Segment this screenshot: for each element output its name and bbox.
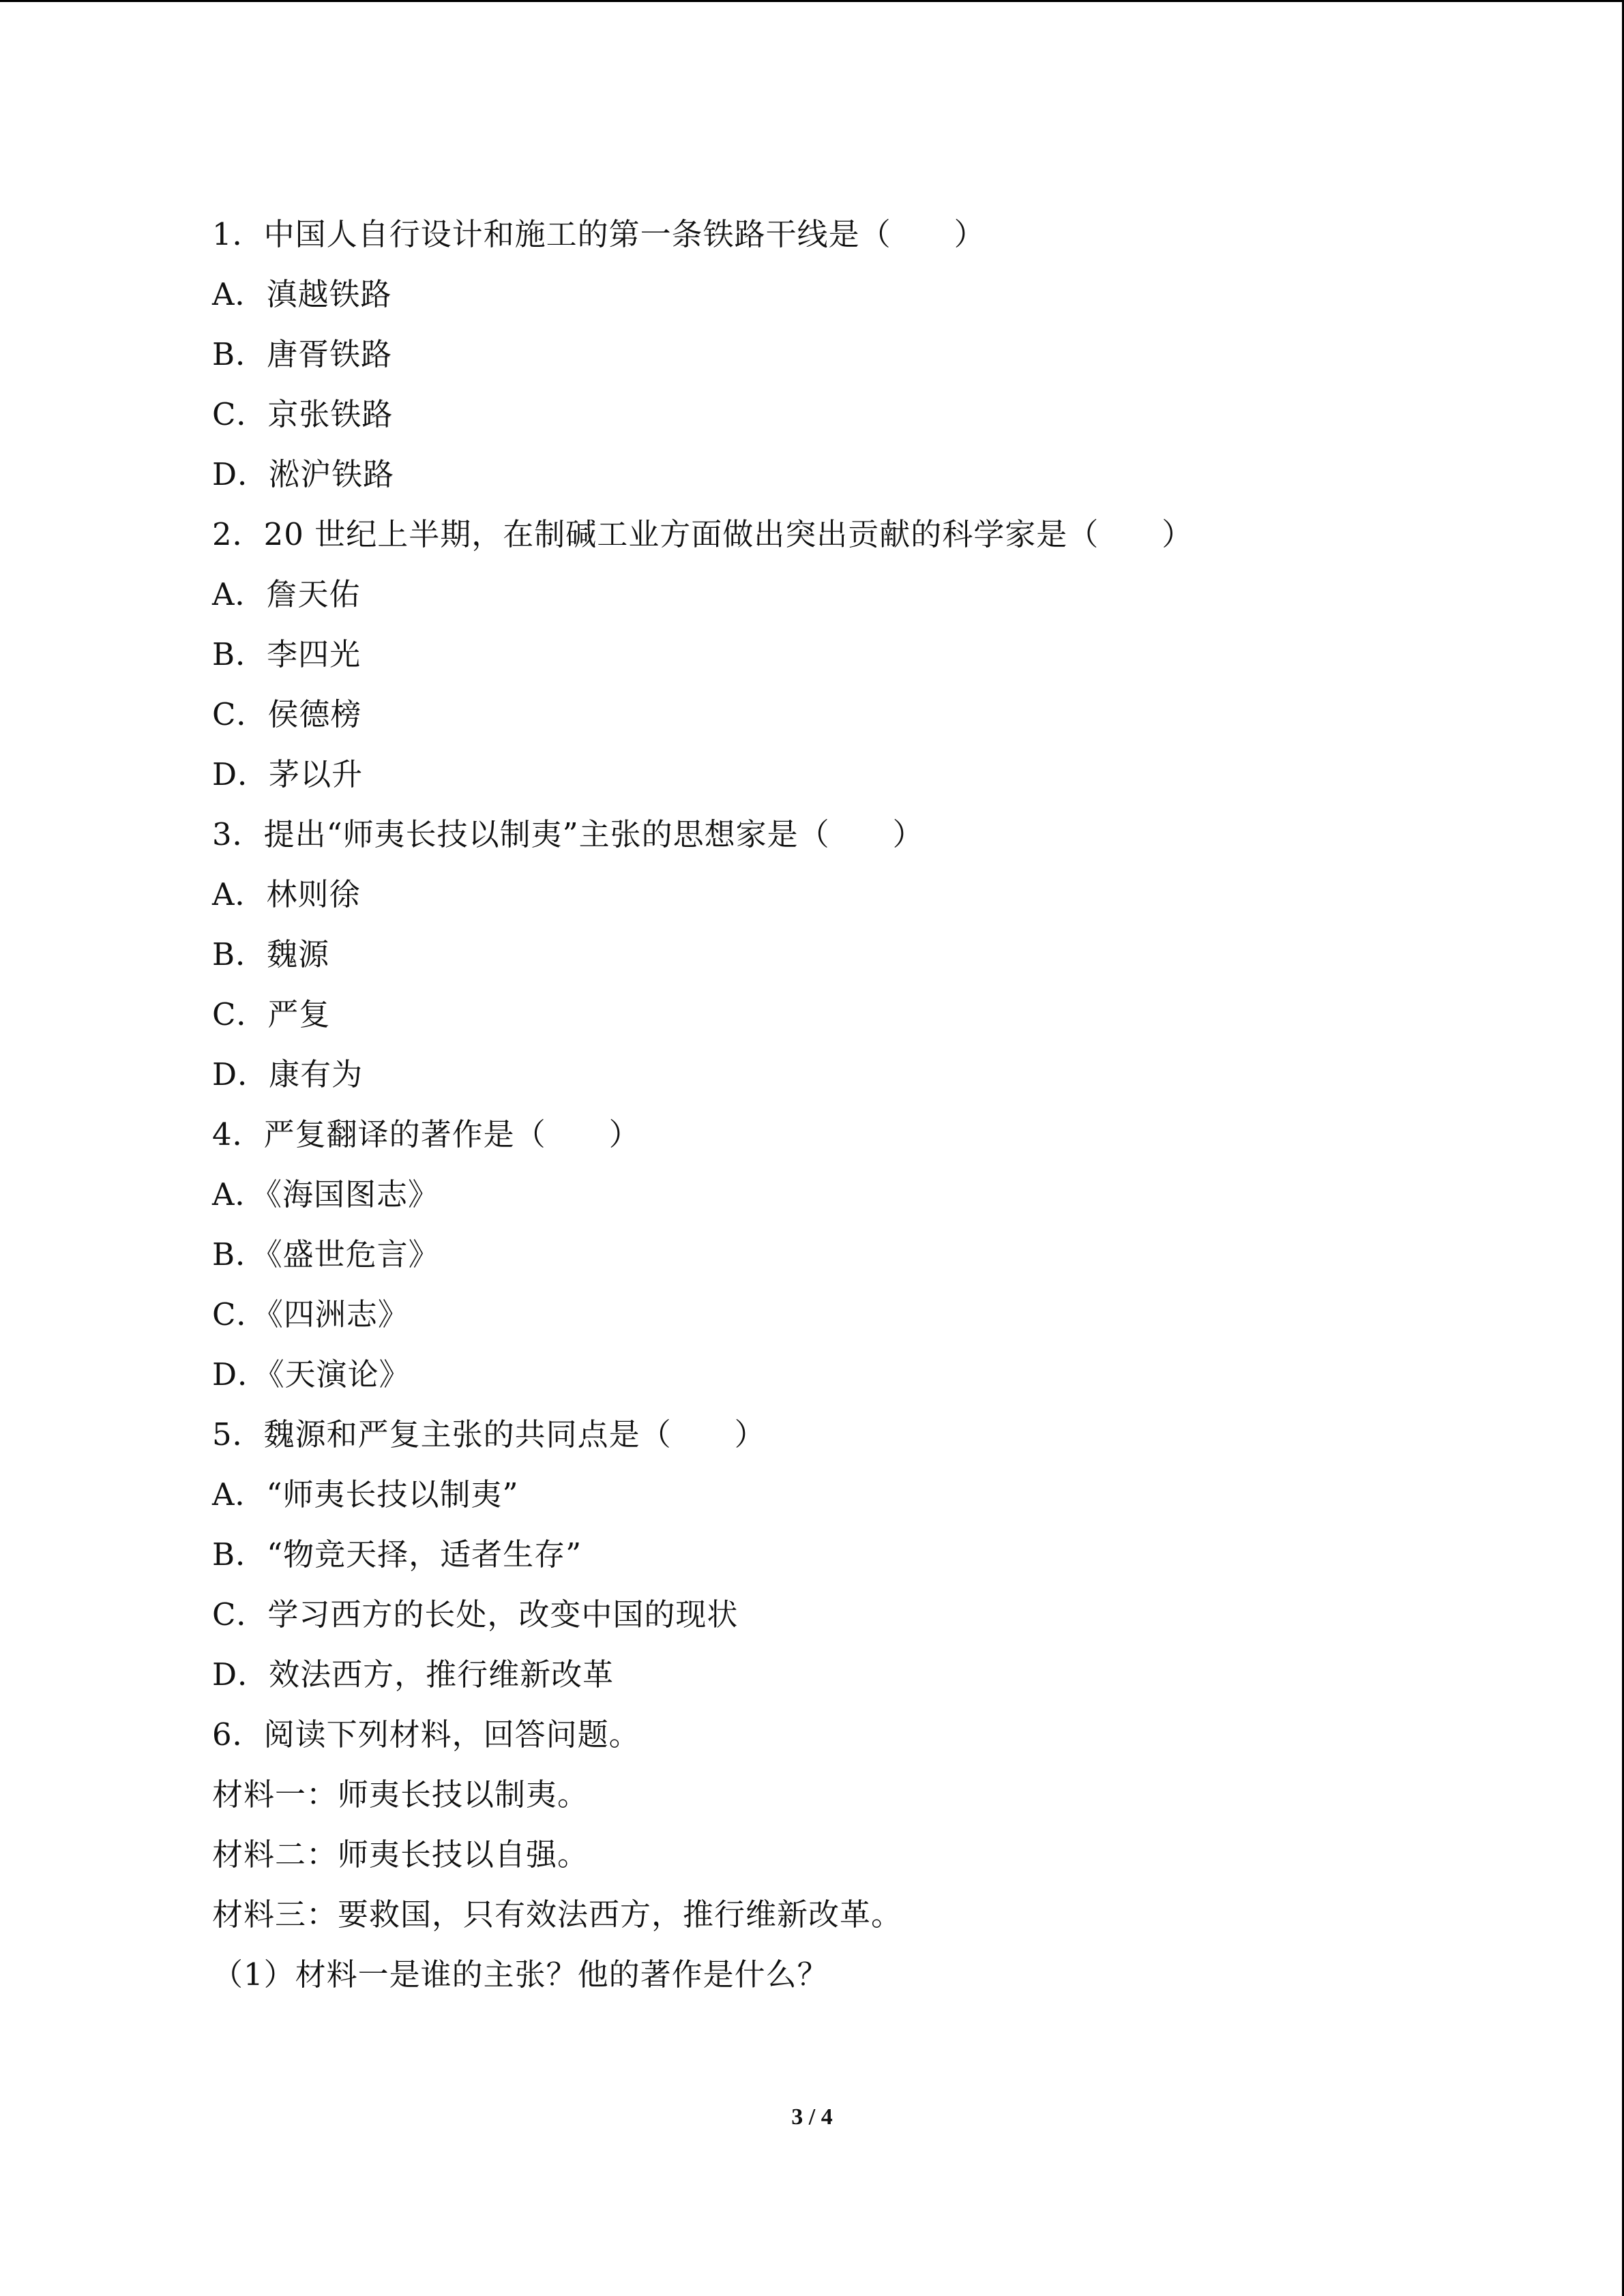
material-1: 材料一：师夷长技以制夷。 bbox=[212, 1776, 589, 1813]
question-3-stem: 3．提出“师夷长技以制夷”主张的思想家是（ ） bbox=[212, 816, 924, 852]
question-3-option-d: D．康有为 bbox=[212, 1056, 364, 1092]
question-1-option-a: A．滇越铁路 bbox=[212, 276, 392, 312]
question-4-option-a: A．《海国图志》 bbox=[212, 1176, 439, 1212]
question-4-option-d: D．《天演论》 bbox=[212, 1356, 411, 1392]
question-2-option-a: A．詹天佑 bbox=[212, 576, 361, 612]
question-1-option-c: C．京张铁路 bbox=[212, 396, 394, 432]
question-3-option-c: C．严复 bbox=[212, 996, 331, 1032]
question-2-option-b: B．李四光 bbox=[212, 636, 361, 672]
question-5-option-a: A．“师夷长技以制夷” bbox=[212, 1476, 519, 1512]
page-number: 3 / 4 bbox=[791, 2104, 833, 2130]
question-5-stem: 5．魏源和严复主张的共同点是（ ） bbox=[212, 1416, 766, 1452]
page-border-top bbox=[0, 0, 1624, 2]
question-5-option-b: B．“物竞天择，适者生存” bbox=[212, 1536, 582, 1572]
question-1-stem: 1．中国人自行设计和施工的第一条铁路干线是（ ） bbox=[212, 216, 986, 252]
question-3-option-b: B．魏源 bbox=[212, 936, 330, 972]
question-5-option-d: D．效法西方，推行维新改革 bbox=[212, 1656, 615, 1693]
question-1-option-d: D．淞沪铁路 bbox=[212, 456, 395, 492]
question-2-stem: 2．20 世纪上半期，在制碱工业方面做出突出贡献的科学家是（ ） bbox=[212, 516, 1194, 552]
question-6-stem: 6．阅读下列材料，回答问题。 bbox=[212, 1716, 640, 1753]
question-4-option-b: B．《盛世危言》 bbox=[212, 1236, 440, 1272]
question-1-option-b: B．唐胥铁路 bbox=[212, 336, 393, 372]
sub-question-1: （1）材料一是谁的主张？他的著作是什么？ bbox=[212, 1956, 829, 1993]
question-3-option-a: A．林则徐 bbox=[212, 876, 361, 912]
document-body bbox=[212, 205, 1508, 2005]
question-2-option-d: D．茅以升 bbox=[212, 756, 364, 792]
question-2-option-c: C．侯德榜 bbox=[212, 696, 362, 732]
question-4-stem: 4．严复翻译的著作是（ ） bbox=[212, 1116, 640, 1152]
material-3: 材料三：要救国，只有效法西方，推行维新改革。 bbox=[212, 1896, 903, 1933]
question-4-option-c: C．《四洲志》 bbox=[212, 1296, 409, 1332]
question-5-option-c: C．学习西方的长处，改变中国的现状 bbox=[212, 1596, 739, 1632]
material-2: 材料二：师夷长技以自强。 bbox=[212, 1836, 589, 1873]
